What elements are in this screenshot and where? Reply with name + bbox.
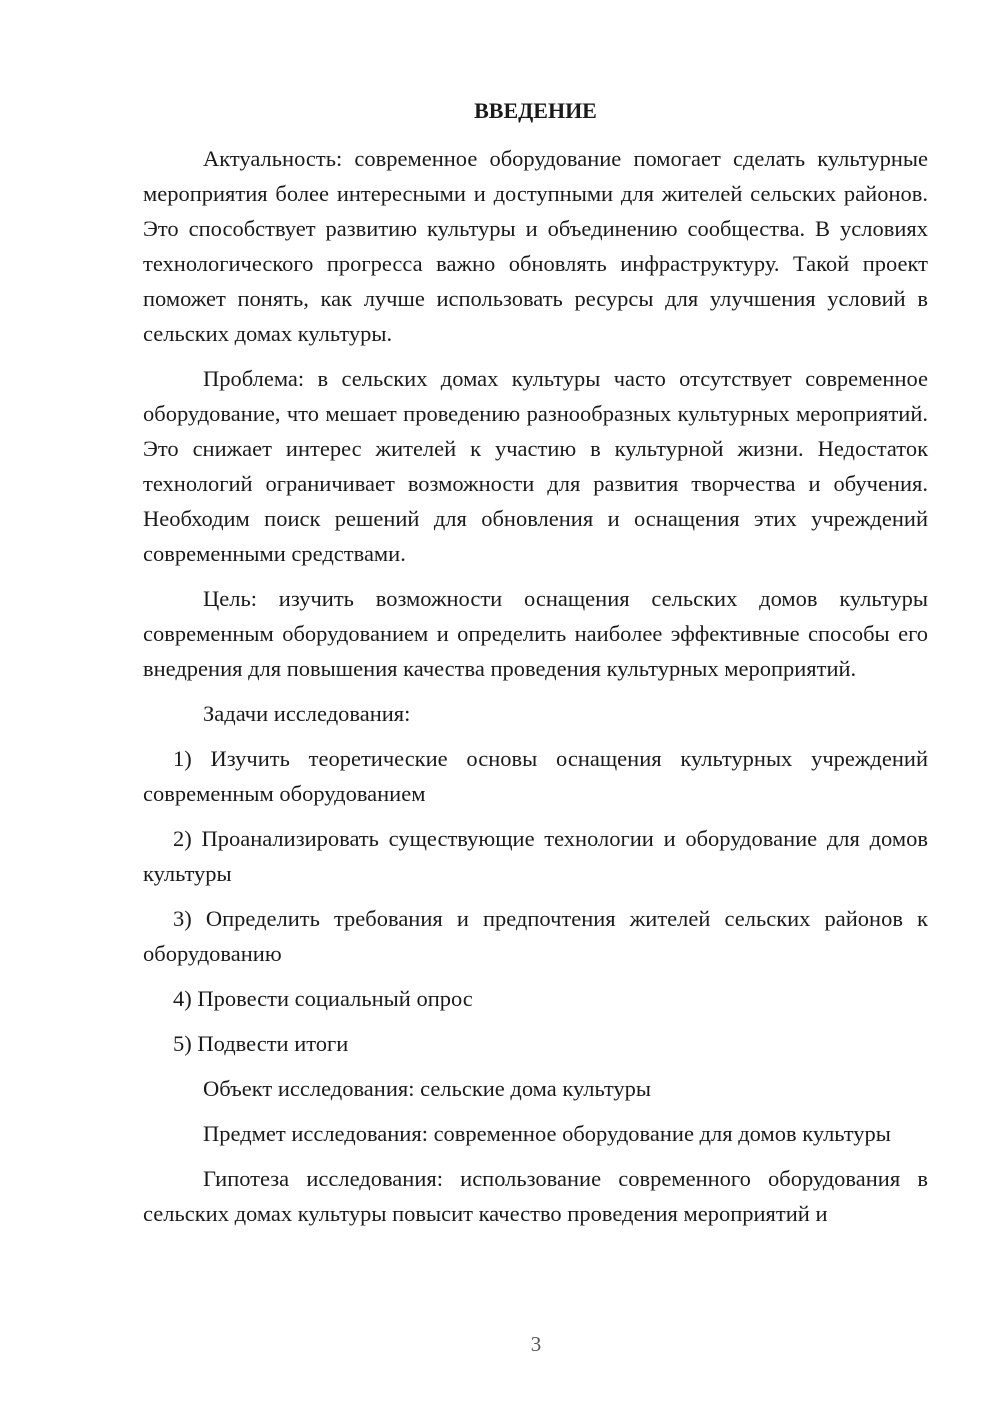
list-item: 5) Подвести итоги [173, 1031, 349, 1056]
tasks-list [143, 741, 928, 1061]
paragraph-object: Объект исследования: сельские дома культуры [203, 1076, 652, 1101]
list-item: 4) Провести социальный опрос [173, 986, 473, 1011]
tasks-title: Задачи исследования: [203, 701, 411, 726]
paragraph-subject: Предмет исследования: современное оборудование для домов культуры [203, 1121, 891, 1146]
paragraph-hypothesis: Гипотеза исследования: использование современного оборудования в сельских домах культуры повысит качество проведения мероприятий и [143, 1166, 928, 1226]
list-item: 2) Проанализировать существующие технологии и оборудование для домов культуры [143, 826, 928, 886]
paragraph-problem: Проблема: в сельских домах культуры часто отсутствует современное оборудование, что мешает проведению разнообразных культурных мероприятий. Это снижает интерес жителей к участию в культурной жизни. Недостаток технологий ограничивает возможности для развития творчества и обучения. Необходим поиск решений для обновления и оснащения этих учреждений современными средствами. [143, 366, 928, 566]
list-item: 1) Изучить теоретические основы оснащения культурных учреждений современным оборудованием [143, 746, 928, 806]
paragraph-actuality: Актуальность: современное оборудование помогает сделать культурные мероприятия более интересными и доступными для жителей сельских районов. Это способствует развитию культуры и объединению сообщества. В условиях технологического прогресса важно обновлять инфраструктуру. Такой проект поможет понять, как лучше использовать ресурсы для улучшения условий в сельских домах культуры. [143, 146, 928, 346]
list-item: 3) Определить требования и предпочтения жителей сельских районов к оборудованию [143, 906, 928, 966]
page-number: 3 [530, 1332, 542, 1356]
section-heading: ВВЕДЕНИЕ [474, 98, 597, 123]
document-page [143, 93, 928, 1241]
paragraph-goal: Цель: изучить возможности оснащения сельских домов культуры современным оборудованием и определить наиболее эффективные способы его внедрения для повышения качества проведения культурных мероприятий. [143, 586, 928, 681]
